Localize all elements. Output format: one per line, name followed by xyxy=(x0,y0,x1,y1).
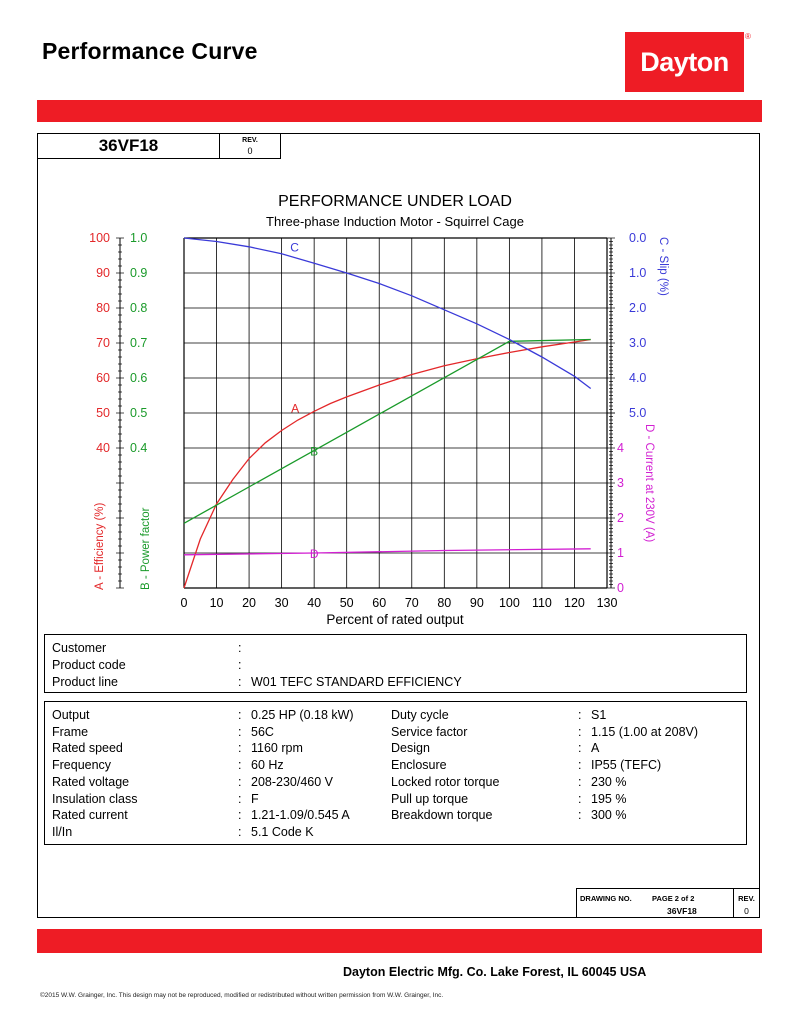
drawing-info xyxy=(576,888,760,918)
power-factor-tick-label: 0.6 xyxy=(130,371,148,385)
x-tick-label: 80 xyxy=(437,596,452,610)
spec-label: Design xyxy=(391,741,430,756)
spec-value: A xyxy=(591,741,600,756)
power-factor-axis-title: B - Power factor xyxy=(140,507,152,590)
spec-sep: : xyxy=(578,808,582,823)
drawing-rev-value: 0 xyxy=(744,906,749,916)
spec-label: Insulation class xyxy=(52,791,138,806)
spec-label: Rated voltage xyxy=(52,774,130,789)
x-tick-label: 130 xyxy=(596,596,618,610)
spec-label: Duty cycle xyxy=(391,708,449,722)
current-tick-label: 4 xyxy=(617,441,624,455)
curve-A xyxy=(184,340,591,589)
power-factor-tick-label: 0.9 xyxy=(130,266,148,280)
x-tick-label: 70 xyxy=(404,596,419,610)
x-tick-label: 0 xyxy=(180,596,188,610)
copyright-notice: ©2015 W.W. Grainger, Inc. This design may not be reproduced, modified or redistributed without written permission from W.W. Grainger, Inc. xyxy=(40,992,444,999)
spec-value: 0.25 HP (0.18 kW) xyxy=(251,708,354,722)
spec-label: Il/In xyxy=(52,824,73,839)
spec-sep: : xyxy=(238,791,242,806)
customer-row-sep: : xyxy=(238,675,242,689)
spec-value: 1.15 (1.00 at 208V) xyxy=(591,724,699,739)
curve-label-D: D xyxy=(309,547,319,561)
efficiency-tick-label: 40 xyxy=(96,441,110,455)
slip-tick-label: 1.0 xyxy=(629,266,647,280)
spec-sep: : xyxy=(238,741,242,756)
spec-sep: : xyxy=(238,724,242,739)
spec-label: Output xyxy=(52,708,90,722)
customer-row-label: Customer xyxy=(52,641,107,655)
spec-value: 230 % xyxy=(591,774,627,789)
slip-tick-label: 5.0 xyxy=(629,406,647,420)
curve-B xyxy=(184,340,591,524)
company-address: Dayton Electric Mfg. Co. Lake Forest, IL 60045 USA xyxy=(343,965,647,979)
current-tick-label: 1 xyxy=(617,546,624,560)
spec-sep: : xyxy=(578,708,582,722)
spec-value: IP55 (TEFC) xyxy=(591,758,662,773)
spec-sep: : xyxy=(238,774,242,789)
efficiency-tick-label: 70 xyxy=(96,336,110,350)
spec-sep: : xyxy=(578,791,582,806)
spec-value: 208-230/460 V xyxy=(251,774,334,789)
dayton-logo: Dayton xyxy=(625,32,744,92)
x-tick-label: 10 xyxy=(209,596,224,610)
power-factor-tick-label: 1.0 xyxy=(130,231,148,245)
drawing-no-label: DRAWING NO. xyxy=(580,894,632,903)
efficiency-tick-label: 50 xyxy=(96,406,110,420)
x-tick-label: 50 xyxy=(339,596,354,610)
spec-sep: : xyxy=(238,758,242,773)
drawing-rev-label: REV. xyxy=(738,894,755,903)
page-label: PAGE 2 of 2 xyxy=(652,894,695,903)
spec-label: Frequency xyxy=(52,758,112,773)
chart-subtitle: Three-phase Induction Motor - Squirrel Cage xyxy=(266,214,524,229)
registered-mark: ® xyxy=(745,32,751,41)
x-tick-label: 20 xyxy=(242,596,257,610)
curve-label-B: B xyxy=(310,444,319,459)
rev-value: 0 xyxy=(247,146,253,156)
chart-grid xyxy=(184,238,607,588)
efficiency-tick-label: 80 xyxy=(96,301,110,315)
drawing-number-cell xyxy=(576,888,734,918)
x-tick-label: 90 xyxy=(469,596,484,610)
slip-tick-label: 0.0 xyxy=(629,231,647,245)
curve-label-A: A xyxy=(291,401,300,416)
spec-value: F xyxy=(251,791,259,806)
efficiency-tick-label: 100 xyxy=(89,231,110,245)
drawing-rev-cell xyxy=(733,888,760,918)
slip-tick-label: 4.0 xyxy=(629,371,647,385)
drawing-no-value: 36VF18 xyxy=(667,906,697,916)
x-tick-label: 100 xyxy=(498,596,520,610)
spec-value: 195 % xyxy=(591,791,627,806)
x-tick-label: 40 xyxy=(307,596,322,610)
x-tick-label: 120 xyxy=(564,596,585,610)
efficiency-tick-label: 60 xyxy=(96,371,110,385)
rev-label: REV. xyxy=(242,137,258,144)
spec-sep: : xyxy=(238,808,242,823)
page-title: Performance Curve xyxy=(42,38,258,64)
spec-value: S1 xyxy=(591,708,607,722)
spec-label: Breakdown torque xyxy=(391,808,493,823)
spec-sep: : xyxy=(238,824,242,839)
spec-value: 1.21-1.09/0.545 A xyxy=(251,808,350,823)
spec-label: Pull up torque xyxy=(391,791,469,806)
spec-label: Service factor xyxy=(391,724,468,739)
spec-sep: : xyxy=(578,741,582,756)
spec-label: Rated current xyxy=(52,808,128,823)
curve-label-C: C xyxy=(290,240,299,255)
chart-title: PERFORMANCE UNDER LOAD xyxy=(278,193,512,210)
efficiency-tick-label: 90 xyxy=(96,266,110,280)
model-number-box: 36VF18 xyxy=(37,133,220,159)
curve-C xyxy=(184,238,591,389)
customer-row-value: W01 TEFC STANDARD EFFICIENCY xyxy=(251,675,462,689)
spec-value: 60 Hz xyxy=(251,758,284,773)
spec-value: 1160 rpm xyxy=(251,741,303,756)
spec-sep: : xyxy=(578,724,582,739)
x-tick-label: 30 xyxy=(274,596,289,610)
power-factor-tick-label: 0.7 xyxy=(130,336,148,350)
spec-label: Frame xyxy=(52,724,89,739)
slip-tick-label: 2.0 xyxy=(629,301,647,315)
customer-row-label: Product line xyxy=(52,675,119,689)
spec-sep: : xyxy=(578,758,582,773)
spec-value: 5.1 Code K xyxy=(251,824,314,839)
efficiency-axis-title: A - Efficiency (%) xyxy=(94,502,106,590)
x-axis-label: Percent of rated output xyxy=(326,612,464,627)
x-tick-label: 60 xyxy=(372,596,387,610)
customer-row-sep: : xyxy=(238,658,242,672)
current-axis-title: D - Current at 230V (A) xyxy=(643,424,655,543)
spec-sep: : xyxy=(578,774,582,789)
power-factor-tick-label: 0.8 xyxy=(130,301,148,315)
spec-label: Enclosure xyxy=(391,758,447,773)
spec-label: Locked rotor torque xyxy=(391,774,500,789)
customer-row-label: Product code xyxy=(52,658,126,672)
slip-tick-label: 3.0 xyxy=(629,336,647,350)
current-tick-label: 0 xyxy=(617,581,624,595)
spec-value: 56C xyxy=(251,724,274,739)
current-tick-label: 2 xyxy=(617,511,624,525)
current-tick-label: 3 xyxy=(617,476,624,490)
spec-sep: : xyxy=(238,708,242,722)
slip-axis-title: C - Slip (%) xyxy=(657,237,669,296)
customer-block xyxy=(44,634,747,693)
specs-block xyxy=(44,701,747,845)
spec-label: Rated speed xyxy=(52,741,123,756)
bottom-red-band xyxy=(37,929,762,953)
power-factor-tick-label: 0.4 xyxy=(130,441,148,455)
customer-row-sep: : xyxy=(238,641,242,655)
curve-D xyxy=(184,549,591,555)
spec-value: 300 % xyxy=(591,808,627,823)
power-factor-tick-label: 0.5 xyxy=(130,406,148,420)
x-tick-label: 110 xyxy=(531,596,552,610)
